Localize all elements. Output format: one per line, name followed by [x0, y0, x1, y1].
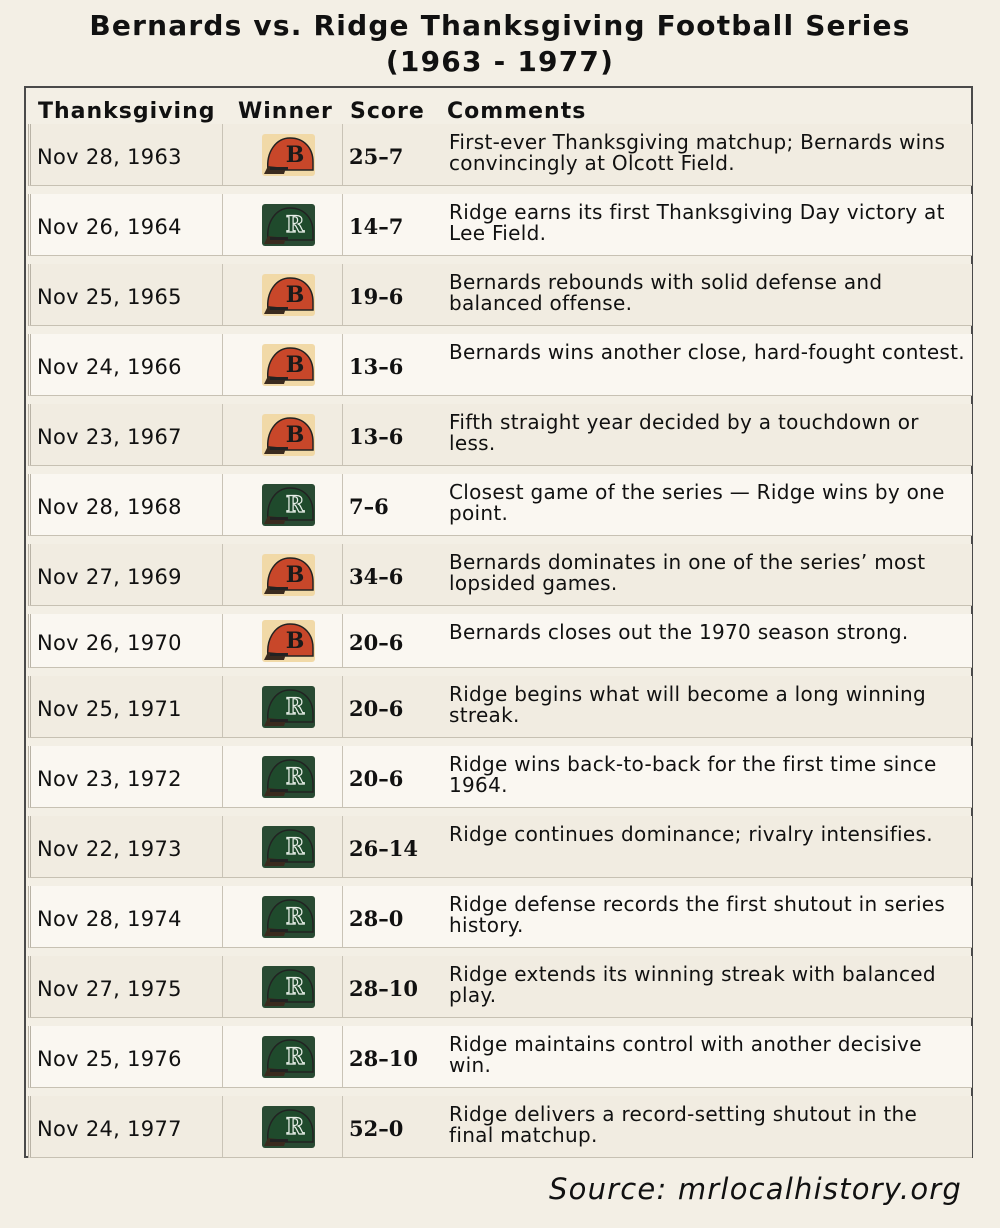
source-credit: Source: mrlocalhistory.org: [549, 1172, 962, 1206]
score-cell: 52–0: [349, 1116, 404, 1141]
comment-cell: Fifth straight year decided by a touchdown or less.: [449, 410, 919, 455]
table-row: [28, 334, 972, 396]
comment-cell: Ridge defense records the first shutout in series history.: [449, 892, 946, 937]
column-divider: [222, 404, 223, 465]
svg-text:R: R: [285, 764, 305, 790]
column-divider: [342, 1026, 343, 1087]
svg-text:B: B: [285, 422, 305, 448]
header-winner: Winner: [238, 99, 333, 124]
column-divider: [342, 614, 343, 667]
comment-cell: Closest game of the series — Ridge wins by one point.: [449, 480, 945, 525]
column-divider: [222, 474, 223, 535]
table-row: [28, 544, 972, 606]
score-cell: 34–6: [349, 564, 404, 589]
date-cell: Nov 26, 1970: [37, 631, 182, 655]
ridge-helmet-icon: [262, 1106, 315, 1148]
score-cell: 20–6: [349, 766, 404, 791]
column-divider: [342, 194, 343, 255]
svg-text:B: B: [285, 142, 305, 168]
table-row: [28, 124, 972, 186]
score-cell: 28–10: [349, 1046, 418, 1071]
comment-cell: Bernards rebounds with solid defense and balanced offense.: [449, 270, 883, 315]
table-row: [28, 1026, 972, 1088]
column-divider: [342, 746, 343, 807]
table-row: [28, 676, 972, 738]
svg-text:R: R: [285, 212, 305, 238]
comment-cell: Bernards dominates in one of the series’ most lopsided games.: [449, 550, 926, 595]
ridge-helmet-icon: [262, 826, 315, 868]
ridge-helmet-icon: [262, 686, 315, 728]
table-row: [28, 886, 972, 948]
svg-text:B: B: [285, 282, 305, 308]
score-cell: 28–0: [349, 906, 404, 931]
date-cell: Nov 24, 1977: [37, 1117, 182, 1141]
comment-cell: Ridge extends its winning streak with balanced play.: [449, 962, 936, 1007]
date-cell: Nov 28, 1974: [37, 907, 182, 931]
score-cell: 20–6: [349, 696, 404, 721]
date-cell: Nov 28, 1968: [37, 495, 182, 519]
svg-text:R: R: [285, 974, 305, 1000]
score-cell: 26–14: [349, 836, 418, 861]
table-row: [28, 816, 972, 878]
comment-cell: Ridge continues dominance; rivalry intensifies.: [449, 822, 933, 846]
column-divider: [342, 404, 343, 465]
svg-text:B: B: [285, 352, 305, 378]
date-cell: Nov 28, 1963: [37, 145, 182, 169]
comment-cell: Ridge wins back-to-back for the first time since 1964.: [449, 752, 937, 797]
column-divider: [342, 886, 343, 947]
comment-cell: Bernards closes out the 1970 season strong.: [449, 620, 909, 644]
column-divider: [222, 676, 223, 737]
score-cell: 13–6: [349, 354, 404, 379]
column-divider: [222, 334, 223, 395]
ridge-helmet-icon: [262, 1036, 315, 1078]
date-cell: Nov 26, 1964: [37, 215, 182, 239]
score-cell: 28–10: [349, 976, 418, 1001]
svg-text:R: R: [285, 834, 305, 860]
date-cell: Nov 24, 1966: [37, 355, 182, 379]
column-divider: [342, 956, 343, 1017]
score-cell: 7–6: [349, 494, 389, 519]
date-cell: Nov 25, 1965: [37, 285, 182, 309]
bernards-helmet-icon: [262, 344, 315, 386]
score-cell: 14–7: [349, 214, 404, 239]
ridge-helmet-icon: [262, 896, 315, 938]
header-score: Score: [350, 99, 425, 124]
column-divider: [222, 264, 223, 325]
column-divider: [222, 886, 223, 947]
bernards-helmet-icon: [262, 134, 315, 176]
table-row: [28, 956, 972, 1018]
ridge-helmet-icon: [262, 756, 315, 798]
page-subtitle: (1963 - 1977): [385, 45, 615, 78]
table-row: [28, 746, 972, 808]
date-cell: Nov 25, 1971: [37, 697, 182, 721]
bernards-helmet-icon: [262, 554, 315, 596]
date-cell: Nov 27, 1975: [37, 977, 182, 1001]
table-row: [28, 264, 972, 326]
score-cell: 19–6: [349, 284, 404, 309]
ridge-helmet-icon: [262, 966, 315, 1008]
comment-cell: Ridge begins what will become a long winning streak.: [449, 682, 926, 727]
svg-text:R: R: [285, 1044, 305, 1070]
date-cell: Nov 22, 1973: [37, 837, 182, 861]
header-thanksgiving: Thanksgiving: [38, 99, 216, 124]
column-divider: [342, 1096, 343, 1157]
column-divider: [342, 544, 343, 605]
column-divider: [222, 544, 223, 605]
comment-cell: Ridge maintains control with another decisive win.: [449, 1032, 922, 1077]
svg-text:R: R: [285, 694, 305, 720]
column-divider: [222, 614, 223, 667]
date-cell: Nov 25, 1976: [37, 1047, 182, 1071]
score-cell: 25–7: [349, 144, 404, 169]
table-row: [28, 404, 972, 466]
score-cell: 20–6: [349, 630, 404, 655]
date-cell: Nov 23, 1967: [37, 425, 182, 449]
comment-cell: Ridge earns its first Thanksgiving Day victory at Lee Field.: [449, 200, 945, 245]
column-divider: [342, 676, 343, 737]
table-row: [28, 474, 972, 536]
column-divider: [222, 1096, 223, 1157]
bernards-helmet-icon: [262, 620, 315, 662]
column-divider: [222, 1026, 223, 1087]
page-title: Bernards vs. Ridge Thanksgiving Football Series: [89, 9, 911, 42]
svg-text:B: B: [285, 562, 305, 588]
bernards-helmet-icon: [262, 274, 315, 316]
svg-text:R: R: [285, 904, 305, 930]
svg-text:R: R: [285, 492, 305, 518]
header-comments: Comments: [447, 99, 587, 124]
svg-text:R: R: [285, 1114, 305, 1140]
column-divider: [222, 194, 223, 255]
svg-text:B: B: [285, 628, 305, 654]
comment-cell: Bernards wins another close, hard-fought contest.: [449, 340, 965, 364]
column-divider: [342, 474, 343, 535]
column-divider: [342, 816, 343, 877]
table-row: [28, 1096, 972, 1158]
bernards-helmet-icon: [262, 414, 315, 456]
column-divider: [342, 334, 343, 395]
column-divider: [342, 124, 343, 185]
column-divider: [222, 956, 223, 1017]
column-divider: [222, 816, 223, 877]
table-row: [28, 194, 972, 256]
ridge-helmet-icon: [262, 204, 315, 246]
date-cell: Nov 23, 1972: [37, 767, 182, 791]
ridge-helmet-icon: [262, 484, 315, 526]
date-cell: Nov 27, 1969: [37, 565, 182, 589]
table-row: [28, 614, 972, 668]
column-divider: [222, 746, 223, 807]
score-cell: 13–6: [349, 424, 404, 449]
column-divider: [222, 124, 223, 185]
column-divider: [342, 264, 343, 325]
comment-cell: First-ever Thanksgiving matchup; Bernards wins convincingly at Olcott Field.: [449, 130, 946, 175]
comment-cell: Ridge delivers a record-setting shutout in the final matchup.: [449, 1102, 918, 1147]
